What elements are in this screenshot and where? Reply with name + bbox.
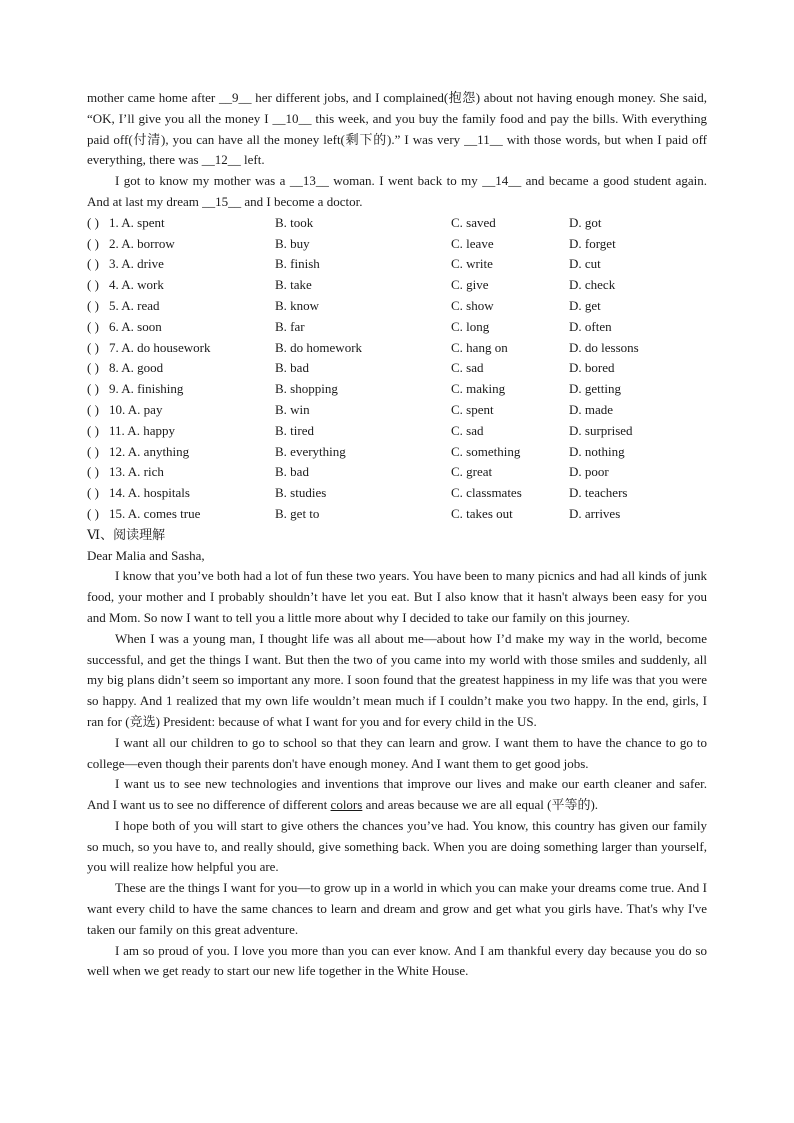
- answer-blank: ( ): [87, 214, 99, 230]
- option-c: C. hang on: [451, 339, 508, 355]
- underlined-word: colors: [330, 797, 363, 813]
- option-d: D. often: [569, 318, 612, 334]
- option-c: C. long: [451, 318, 490, 334]
- letter-paragraph-6: These are the things I want for you—to grow up in a world in which you can make your dreams come true. And I want every child to have the same chances to learn and dream and grow and get what you girls have. That's why I've taken our family on this great adventure.: [87, 880, 707, 937]
- letter-paragraph-1: I know that you’ve both had a lot of fun these two years. You have been to many picnics and had all kinds of junk food, your mother and I probably shouldn’t have let you eat. But I also know that it hasn't always been easy for you and Mom. So now I want to tell you a little more about why I decided to take our family on this journey.: [87, 568, 707, 625]
- option-c: C. saved: [451, 214, 496, 230]
- option-a: 8. A. good: [109, 360, 164, 376]
- letter-paragraph-2: When I was a young man, I thought life was all about me—about how I’d make my way in the world, become successful, and get the things I want. But then the two of you came into my world with those smiles and suddenly, all my big plans didn’t seem so important any more. I soon found that the greatest happiness in my life was that you were so happy. And 1 realized that my own life wouldn’t mean much if I couldn’t make you two happy. In the end, girls, I ran for (竞选) President: because of what I want for you and for every child in the US.: [87, 630, 707, 729]
- letter-paragraph-3: I want all our children to go to school so that they can learn and grow. I want them to have the chance to go to college—even though their parents don't have enough money. And I want them to get good jobs.: [87, 734, 707, 771]
- option-c: C. leave: [451, 235, 494, 251]
- option-d: D. teachers: [569, 485, 628, 501]
- option-b: B. win: [275, 401, 310, 417]
- option-a: 6. A. soon: [109, 318, 162, 334]
- option-d: D. poor: [569, 464, 609, 480]
- option-b: B. bad: [275, 464, 309, 480]
- option-d: D. got: [569, 214, 602, 230]
- question-row-9: [87, 379, 707, 400]
- option-b: B. take: [275, 277, 312, 293]
- option-b: B. finish: [275, 256, 320, 272]
- question-row-2: [87, 234, 707, 255]
- option-c: C. spent: [451, 401, 494, 417]
- option-c: C. sad: [451, 422, 484, 438]
- option-a: 2. A. borrow: [109, 235, 175, 251]
- answer-blank: ( ): [87, 297, 99, 313]
- question-list: [87, 213, 707, 525]
- option-b: B. studies: [275, 485, 327, 501]
- option-a: 7. A. do housework: [109, 339, 211, 355]
- option-d: D. getting: [569, 381, 621, 397]
- question-row-4: [87, 275, 707, 296]
- question-row-14: [87, 483, 707, 504]
- paragraph-text: and areas because we are all equal (平等的).: [362, 797, 599, 813]
- question-row-7: [87, 338, 707, 359]
- answer-blank: ( ): [87, 360, 99, 376]
- answer-blank: ( ): [87, 339, 99, 355]
- option-c: C. classmates: [451, 485, 522, 501]
- option-c: C. making: [451, 381, 506, 397]
- option-d: D. get: [569, 297, 601, 313]
- option-b: B. took: [275, 214, 314, 230]
- option-a: 12. A. anything: [109, 443, 190, 459]
- question-row-6: [87, 317, 707, 338]
- option-b: B. everything: [275, 443, 346, 459]
- answer-blank: ( ): [87, 381, 99, 397]
- option-a: 15. A. comes true: [109, 505, 201, 521]
- answer-blank: ( ): [87, 256, 99, 272]
- option-d: D. bored: [569, 360, 615, 376]
- worksheet-page: [87, 88, 707, 982]
- option-c: C. something: [451, 443, 521, 459]
- answer-blank: ( ): [87, 485, 99, 501]
- question-row-8: [87, 358, 707, 379]
- option-a: 11. A. happy: [109, 422, 175, 438]
- answer-blank: ( ): [87, 443, 99, 459]
- cloze-paragraph-2: I got to know my mother was a __13__ woman. I went back to my __14__ and became a good student again. And at last my dream __15__ and I become a doctor.: [87, 173, 707, 209]
- question-row-5: [87, 296, 707, 317]
- option-a: 10. A. pay: [109, 401, 163, 417]
- option-d: D. check: [569, 277, 616, 293]
- option-a: 9. A. finishing: [109, 381, 184, 397]
- question-row-1: [87, 213, 707, 234]
- answer-blank: ( ): [87, 464, 99, 480]
- option-d: D. do lessons: [569, 339, 639, 355]
- option-b: B. far: [275, 318, 305, 334]
- option-d: D. cut: [569, 256, 601, 272]
- option-a: 4. A. work: [109, 277, 164, 293]
- option-a: 14. A. hospitals: [109, 485, 190, 501]
- question-row-13: [87, 462, 707, 483]
- answer-blank: ( ): [87, 422, 99, 438]
- paragraph-text: I want us to see new technologies and inventions that improve our lives and make our earth cleaner and safer. And I want us to see no difference of different: [87, 776, 707, 813]
- option-b: B. know: [275, 297, 320, 313]
- answer-blank: ( ): [87, 277, 99, 293]
- option-c: C. give: [451, 277, 489, 293]
- section-title: Ⅵ、阅读理解: [87, 526, 166, 542]
- option-c: C. show: [451, 297, 494, 313]
- option-d: D. arrives: [569, 505, 621, 521]
- letter-paragraph-5: I hope both of you will start to give others the chances you’ve had. You know, this country has given our family so much, so you have to, and really should, give something back. When you are doing something larger than yourself, you will realize how helpful you are.: [87, 817, 707, 875]
- option-a: 3. A. drive: [109, 256, 164, 272]
- option-a: 13. A. rich: [109, 464, 164, 480]
- option-d: D. forget: [569, 235, 616, 251]
- option-d: D. surprised: [569, 422, 633, 438]
- letter-greeting: Dear Malia and Sasha,: [87, 547, 205, 563]
- option-b: B. get to: [275, 505, 320, 521]
- option-a: 1. A. spent: [109, 214, 165, 230]
- question-row-11: [87, 421, 707, 442]
- option-b: B. buy: [275, 235, 310, 251]
- answer-blank: ( ): [87, 235, 99, 251]
- option-a: 5. A. read: [109, 297, 160, 313]
- question-row-10: [87, 400, 707, 421]
- cloze-paragraph-1: mother came home after __9__ her different jobs, and I complained(抱怨) about not having enough money. She said, “OK, I’ll give you all the money I __10__ this week, and you buy the family food and pay the bills. With everything paid off(付清), you can have all the money left(剩下的).” I was very __11__ with those words, but when I paid off everything, there was __12__ left.: [87, 90, 707, 168]
- letter-paragraph-7: I am so proud of you. I love you more than you can ever know. And I am thankful every day because you do so well when we get ready to start our new life together in the White House.: [87, 942, 707, 979]
- question-row-15: [87, 504, 707, 525]
- option-c: C. great: [451, 464, 493, 480]
- option-b: B. bad: [275, 360, 309, 376]
- question-row-3: [87, 254, 707, 275]
- option-d: D. nothing: [569, 443, 625, 459]
- option-c: C. write: [451, 256, 493, 272]
- option-d: D. made: [569, 401, 614, 417]
- option-b: B. shopping: [275, 381, 338, 397]
- question-row-12: [87, 442, 707, 463]
- answer-blank: ( ): [87, 505, 99, 521]
- option-c: C. sad: [451, 360, 484, 376]
- option-c: C. takes out: [451, 505, 513, 521]
- letter-paragraph-4: [87, 774, 707, 816]
- answer-blank: ( ): [87, 401, 99, 417]
- option-b: B. do homework: [275, 339, 363, 355]
- option-b: B. tired: [275, 422, 314, 438]
- answer-blank: ( ): [87, 318, 99, 334]
